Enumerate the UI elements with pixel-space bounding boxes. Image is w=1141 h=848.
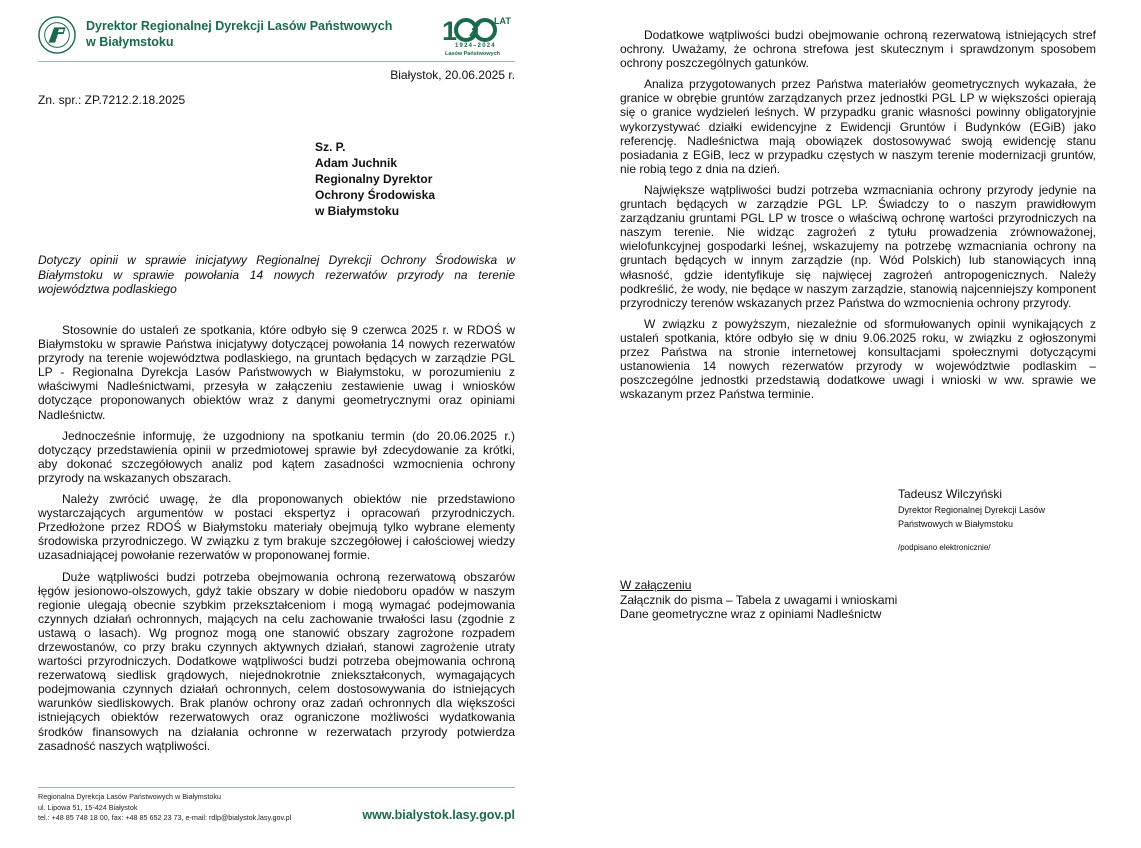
svg-text:LAT: LAT xyxy=(494,16,511,26)
letter-subject: Dotyczy opinii w sprawie inicjatywy Regionalnej Dyrekcji Ochrony Środowiska w Białymstoku w sprawie powołania 14 nowych rezerwatów przyrody na terenie województwa podlaskiego xyxy=(38,253,515,296)
body-paragraph: Stosownie do ustaleń ze spotkania, które odbyło się 9 czerwca 2025 r. w RDOŚ w Białymstoku w sprawie Państwa inicjatywy dotyczącej powołania 14 nowych rezerwatów przyrody na terenie województwa podlaskiego, na gruntach będących w zarządzie PGL LP - Regionalna Dyrekcja Lasów Państwowych w Białymstoku, w porozumieniu z właściwymi Nadleśnictwami, przesyła w załączeniu zestawienie uwag i wniosków dotyczące proponowanych obiektów wraz z danymi geometrycznymi oraz opiniami Nadleśnictw. xyxy=(38,323,515,422)
addressee-line: Ochrony Środowiska xyxy=(315,188,436,202)
body-paragraph: Dodatkowe wątpliwości budzi obejmowanie ochroną rezerwatową istniejących stref ochrony. Uważamy, że ochrona strefowa jest skutecznym i sprawdzonym sposobem ochrony poszczególnych gatunków. xyxy=(620,28,1096,71)
attachment-item: Załącznik do pisma – Tabela z uwagami i wnioskami xyxy=(620,592,898,607)
addressee-block xyxy=(315,139,435,219)
place-date: Białystok, 20.06.2025 r. xyxy=(390,68,515,82)
signatory-title: Dyrektor Regionalnej Dyrekcji Lasów Państwowych w Białymstoku xyxy=(898,505,1046,529)
footer-divider xyxy=(38,787,515,788)
svg-text:Lasów Państwowych: Lasów Państwowych xyxy=(445,51,501,57)
addressee-line: Adam Juchnik xyxy=(315,156,398,170)
100-years-logo-icon xyxy=(442,14,517,58)
case-number: Zn. spr.: ZP.7212.2.18.2025 xyxy=(38,93,186,107)
attachments-block xyxy=(620,578,897,622)
svg-text:1924–2024: 1924–2024 xyxy=(455,43,496,49)
letter-body-right xyxy=(620,28,1096,408)
attachments-heading: W załączeniu xyxy=(620,578,692,592)
addressee-line: w Białymstoku xyxy=(315,204,400,218)
letterhead xyxy=(38,14,515,60)
letter-body-left xyxy=(38,323,515,760)
header-divider xyxy=(38,61,515,62)
svg-text:1: 1 xyxy=(442,16,458,46)
organization-name: Dyrektor Regionalnej Dyrekcji Lasów Państwowych w Białymstoku xyxy=(86,19,393,49)
signatory-name: Tadeusz Wilczyński xyxy=(898,487,1003,501)
body-paragraph: Należy zwrócić uwagę, że dla proponowanych obiektów nie przedstawiono wystarczających argumentów w postaci ekspertyz i opracowań przyrodniczych. Przedłożone przez RDOŚ w Białymstoku materiały obejmują tylko wybrane elementy środowiska przyrodniczego. W związku z tym brakuje szczegółowej i całościowej wiedzy uzasadniającej powołanie rezerwatów w proponowanej formie. xyxy=(38,492,515,563)
body-paragraph: Jednocześnie informuję, że uzgodniony na spotkaniu termin (do 20.06.2025 r.) dotyczący przedstawienia opinii w przedmiotowej sprawie był zdecydowanie za krótki, aby dokonać szczegółowych analiz pod kątem zasadności wzmocnienia ochrony przyrody na wskazanych obszarach. xyxy=(38,428,515,485)
electronic-signature-note: /podpisano elektronicznie/ xyxy=(898,543,991,552)
body-paragraph: Analiza przygotowanych przez Państwa materiałów geometrycznych wykazała, że granice w obrębie gruntów zarządzanych przez jednostki PGL LP w większości opierają się o granice wydzieleń leśnych. W przypadku granic własności powinny obligatoryjnie wykorzystywać działki ewidencyjne z Ewidencji Gruntów i Budynków (EGiB) jako referencję. Nadleśnictwa mają obowiązek dostosowywać swoją ewidencję stanu posiadania z EGiB, lecz w przypadku częstych w naszym terenie modernizacji gruntów, nie robią tego z dnia na dzień. xyxy=(620,77,1096,176)
footer-website-link[interactable]: www.bialystok.lasy.gov.pl xyxy=(362,808,515,822)
body-paragraph: W związku z powyższym, niezależnie od sformułowanych opinii wynikających z ustaleń spotkania, które odbyło się w dniu 9.06.2025 roku, w związku z ogłoszonymi przez Państwa na stronie internetowej konsultacjami społecznymi dotyczącymi ustanowienia 14 nowych rezerwatów przyrody w województwie podlaskim – poszczególne jednostki przedstawią dodatkowe uwagi i wnioski w ww. sprawie we wskazanym przez Państwa terminie. xyxy=(620,316,1096,402)
lasy-panstwowe-logo-icon xyxy=(38,16,76,54)
body-paragraph: Największe wątpliwości budzi potrzeba wzmacniania ochrony przyrody jedynie na gruntach będących w zarządzie PGL LP. Świadczy to o naszym prawidłowym zarządzaniu gruntami PGL LP w trosce o właściwą ochronę wartości przyrodniczych na naszym terenie. Nie widząc zagrożeń z tytułu prowadzenia zrównoważonej, wielofunkcyjnej gospodarki leśnej, wskazujemy na potrzebę wzmacniania ochrony na gruntach będących w innym zarządzie (np. Wód Polskich) lub stanowiących inną własność, gdzie identyfikuje się najwięcej zagrożeń antropogenicznych. Należy podkreślić, że wody, nie będące w naszym zarządzie, stanowią najcenniejszy komponent przyrodniczy terenów wskazanych przez Państwa do wzmocnienia ochrony przyrody. xyxy=(620,182,1096,310)
footer-address: Regionalna Dyrekcja Lasów Państwowych w Białymstoku ul. Lipowa 51, 15-424 Białystok tel.: +48 85 748 18 00, fax: +48 85 652 23 73, e-mail: rdlp@bialystok.lasy.gov.pl xyxy=(38,792,292,822)
signature-block xyxy=(898,486,1045,552)
addressee-line: Regionalny Dyrektor xyxy=(315,172,433,186)
attachment-item: Dane geometryczne wraz z opiniami Nadleśnictw xyxy=(620,607,882,621)
addressee-line: Sz. P. xyxy=(315,140,346,154)
body-paragraph: Duże wątpliwości budzi potrzeba obejmowania ochroną rezerwatową obszarów łęgów jesionowo-olszowych, gdyż takie obszary w dobie niedoboru opadów w naszym regionie ulegają obecnie szybkim przekształceniom i mogą wymagać podejmowania czynnych działań ochronnych, mających na celu zachowanie trwałości lasu (zgodnie z ustawą o lasach). Wg prognoz mogą one stanowić obszary zagrożone rozpadem drzewostanów, co przy braku czynnych aktywnych działań, stanowi zagrożenie utraty wartości przyrodniczych. Dodatkowe wątpliwości budzi potrzeba obejmowania ochroną rezerwatową siedlisk grądowych, niejednokrotnie zniekształconych, wymagających podejmowania czynnych działań ochronnych, celem dostosowywania do istniejących warunków siedliskowych. Brak planów ochrony oraz zadań ochronnych dla większości istniejących obiektów rezerwatowych oraz ograniczone możliwości wydatkowania środków finansowych na działania ochronne w rezerwatach przyrody potwierdza zasadność naszych wątpliwości. xyxy=(38,569,515,753)
